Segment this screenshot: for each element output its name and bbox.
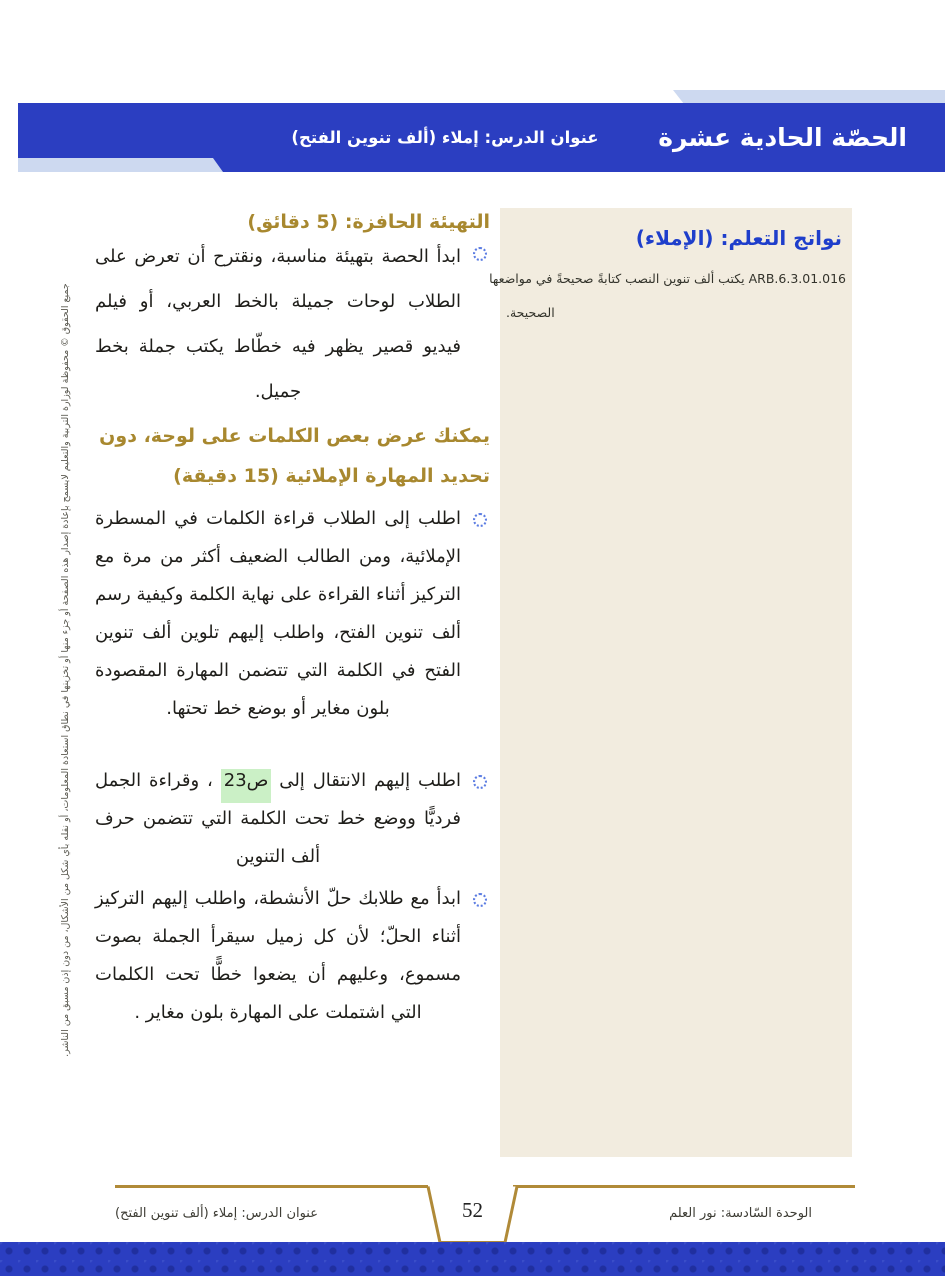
section1-heading: التهيئة الحافزة: (5 دقائق) <box>247 211 490 233</box>
learning-outcomes-heading: نواتج التعلم: (الإملاء) <box>635 226 842 250</box>
list-item <box>95 762 487 876</box>
section2-heading-line1: يمكنك عرض بعص الكلمات على لوحة، دون <box>99 425 490 447</box>
footer-rule-left <box>115 1185 428 1188</box>
bullet-circle-icon <box>473 893 487 907</box>
list-item <box>95 234 487 414</box>
bullet2-before: اطلب إليهم الانتقال إلى <box>271 770 461 791</box>
standard-code: ARB.6.3.01.016 <box>748 271 846 286</box>
bullet-circle-icon <box>473 775 487 789</box>
bullet-circle-icon <box>473 513 487 527</box>
page-ref-highlight: ص23 <box>221 769 272 803</box>
copyright-vertical-text: جميع الحقوق © محفوظة لوزارة التربية والتعليم لايسمح بإعادة إصدار هذه الصفحة أو جزء منها أو تخزينها في نطاق استعادة المعلومات، أو نقله بأي شكل من الأشكال، من دون إذن مسبق من الناشر. <box>60 283 71 1057</box>
bullet2-after: ، وقراءة الجمل فرديًّا ووضع خط تحت الكلمة التي تتضمن حرف ألف التنوين <box>95 770 461 867</box>
bottom-decorative-bar <box>0 1242 945 1276</box>
list-item <box>95 880 487 1032</box>
section2-bullet2 <box>95 762 461 876</box>
outcome-line1 <box>489 262 846 296</box>
section2-heading-line2: تحديد المهارة الإملائية (15 دقيقة) <box>173 465 490 487</box>
learning-outcomes-panel <box>489 208 852 1157</box>
outcome-text: يكتب ألف تنوين النصب كتابةً صحيحةً في مواضعها <box>489 271 745 286</box>
section1-bullet1: ابدأ الحصة بتهيئة مناسبة، ونقترح أن تعرض على الطلاب لوحات جميلة بالخط العربي، أو فيلم فيديو قصير يظهر فيه خطّاط يكتب جملة بخط جميل. <box>95 246 461 402</box>
header-accent-top <box>673 90 945 104</box>
section2-bullet3: ابدأ مع طلابك حلّ الأنشطة، واطلب إليهم التركيز أثناء الحلّ؛ لأن كل زميل سيقرأ الجملة بصوت مسموع، وعليهم أن يضعوا خطًّا تحت الكلمات التي اشتملت على المهارة بلون مغاير . <box>95 888 461 1023</box>
outcome-text-continued: الصحيحة. <box>506 305 555 320</box>
learning-outcome <box>489 262 846 330</box>
lesson-title: عنوان الدرس: إملاء (ألف تنوين الفتح) <box>291 128 599 147</box>
footer-lesson-label: عنوان الدرس: إملاء (ألف تنوين الفتح) <box>115 1206 318 1221</box>
session-title: الحصّة الحادية عشرة <box>658 123 907 152</box>
section2-heading <box>95 416 490 496</box>
footer-unit-label: الوحدة السّادسة: نور العلم <box>669 1206 812 1221</box>
page-number: 52 <box>462 1198 483 1222</box>
list-item <box>95 500 487 728</box>
bullet-circle-icon <box>473 247 487 261</box>
header-accent-bottom <box>18 158 223 172</box>
section2-bullet1: اطلب إلى الطلاب قراءة الكلمات في المسطرة الإملائية، ومن الطالب الضعيف أكثر من مرة مع التركيز أثناء القراءة على نهاية الكلمة وكيفية رسم ألف تنوين الفتح، واطلب إليهم تلوين ألف تنوين الفتح في الكلمة التي تتضمن المهارة المقصودة بلون مغاير أو بوضع خط تحتها. <box>95 508 461 719</box>
footer-rule-right <box>513 1185 855 1188</box>
